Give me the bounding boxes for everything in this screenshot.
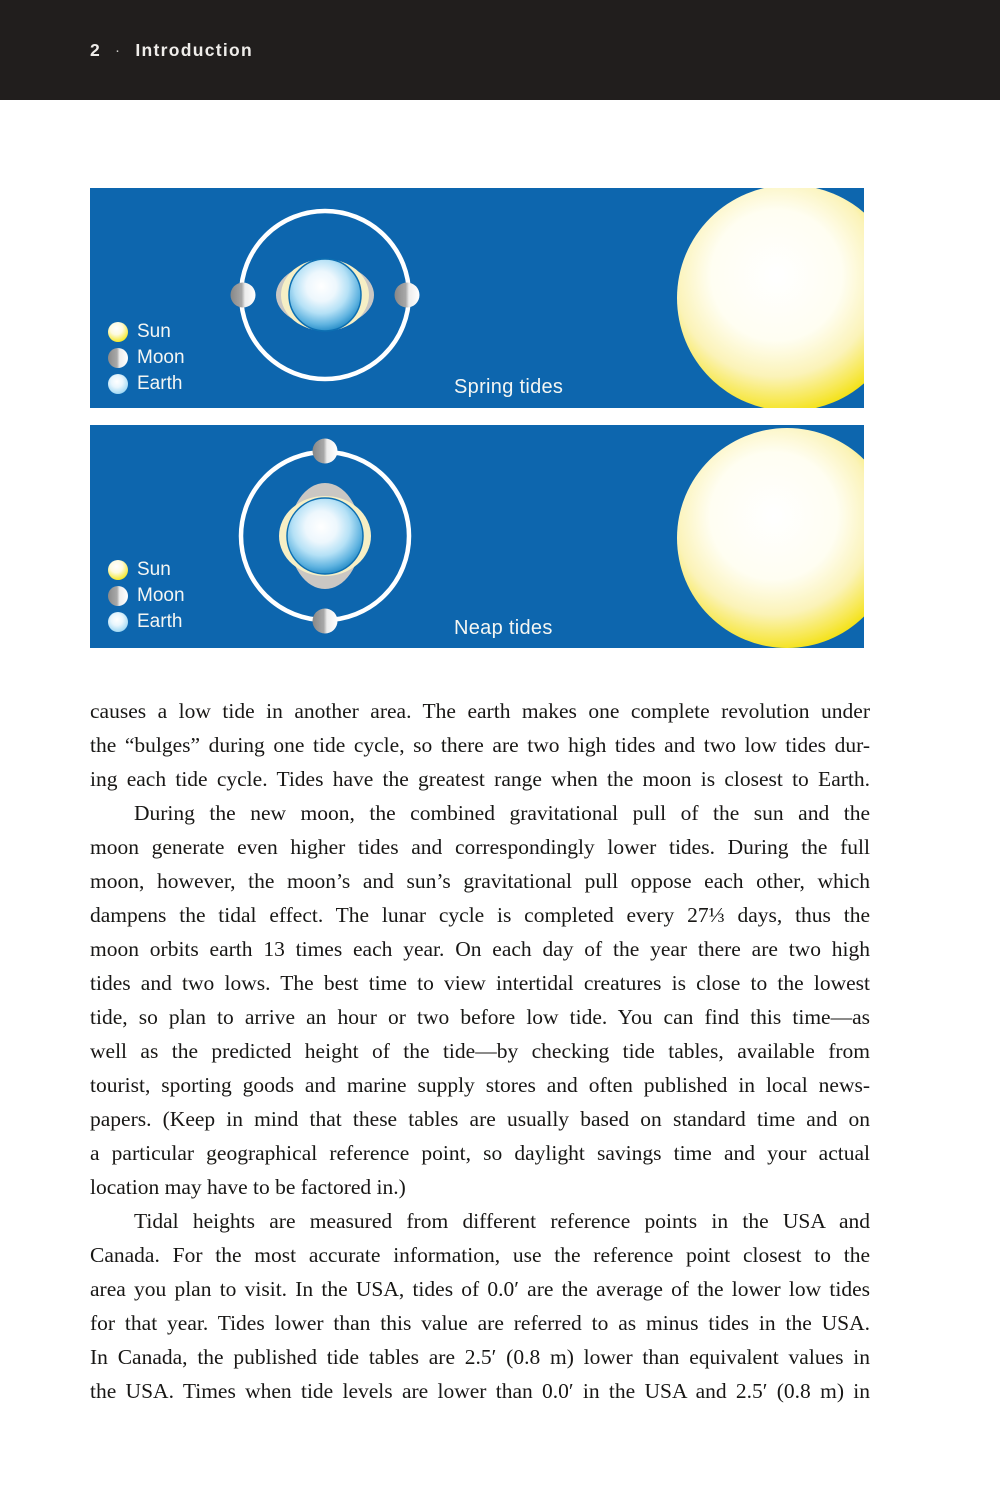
text-line: the USA. Times when tide levels are lower than 0.0′ in the USA and 2.5′ (0.8 m) in bbox=[90, 1379, 870, 1403]
text-line: area you plan to visit. In the USA, tides of 0.0′ are the average of the lower low tides bbox=[90, 1277, 870, 1301]
text-line: papers. (Keep in mind that these tables are usually based on standard time and on bbox=[90, 1107, 870, 1131]
text-line: the “bulges” during one tide cycle, so there are two high tides and two low tides dur- bbox=[90, 733, 870, 757]
legend-row-moon bbox=[108, 348, 185, 368]
separator-dot: · bbox=[115, 41, 122, 59]
text-line: Canada. For the most accurate information, use the reference point closest to the bbox=[90, 1243, 870, 1267]
page-header-bar bbox=[0, 0, 1000, 100]
text-line: moon, however, the moon’s and sun’s gravitational pull oppose each other, which bbox=[90, 869, 870, 893]
text-line: Tidal heights are measured from different reference points in the USA and bbox=[134, 1209, 870, 1233]
legend-label: Earth bbox=[137, 611, 183, 632]
text-line: location may have to be factored in.) bbox=[90, 1175, 406, 1199]
body-text bbox=[90, 694, 870, 1408]
legend-label: Earth bbox=[137, 373, 183, 394]
neap-tides-illustration bbox=[90, 425, 864, 648]
moon-icon bbox=[108, 586, 128, 606]
moon-top bbox=[313, 439, 338, 464]
earth-icon bbox=[108, 612, 128, 632]
legend-row-sun bbox=[108, 322, 185, 342]
moon-icon bbox=[108, 348, 128, 368]
text-line: causes a low tide in another area. The earth makes one complete revolution under bbox=[90, 699, 870, 723]
text-line: moon orbits earth 13 times each year. On each day of the year there are two high bbox=[90, 937, 870, 961]
text-line: tide, so plan to arrive an hour or two before low tide. You can find this time—as bbox=[90, 1005, 870, 1029]
sun-icon bbox=[108, 322, 128, 342]
moon-right bbox=[395, 283, 420, 308]
text-line: During the new moon, the combined gravitational pull of the sun and the bbox=[134, 801, 870, 825]
legend-row-earth bbox=[108, 374, 185, 394]
legend-label: Moon bbox=[137, 585, 185, 606]
diagram-caption: Neap tides bbox=[454, 617, 553, 639]
text-line: well as the predicted height of the tide—by checking tide tables, available from bbox=[90, 1039, 870, 1063]
legend bbox=[108, 322, 185, 394]
moon-bottom bbox=[313, 609, 338, 634]
earth-sphere bbox=[287, 498, 363, 574]
diagram-caption: Spring tides bbox=[454, 376, 564, 398]
sun-icon bbox=[108, 560, 128, 580]
text-line: tides and two lows. The best time to view intertidal creatures is close to the lowest bbox=[90, 971, 870, 995]
legend-row-earth bbox=[108, 612, 185, 632]
spring-tides-illustration bbox=[90, 188, 864, 408]
spring-tides-diagram bbox=[90, 188, 864, 408]
text-line: moon generate even higher tides and correspondingly lower tides. During the full bbox=[90, 835, 870, 859]
page-number: 2 bbox=[90, 39, 102, 60]
earth-icon bbox=[108, 374, 128, 394]
moon-left bbox=[231, 283, 256, 308]
neap-tides-diagram bbox=[90, 425, 864, 648]
earth-sphere bbox=[289, 259, 361, 331]
legend-label: Sun bbox=[137, 321, 171, 342]
text-line: dampens the tidal effect. The lunar cycle is completed every 27⅓ days, thus the bbox=[90, 903, 870, 927]
text-line: a particular geographical reference point, so daylight savings time and your actual bbox=[90, 1141, 870, 1165]
legend-row-moon bbox=[108, 586, 185, 606]
legend-label: Sun bbox=[137, 559, 171, 580]
text-line: In Canada, the published tide tables are 2.5′ (0.8 m) lower than equivalent values in bbox=[90, 1345, 870, 1369]
legend-row-sun bbox=[108, 560, 185, 580]
text-line: tourist, sporting goods and marine supply stores and often published in local news- bbox=[90, 1073, 870, 1097]
text-line: ing each tide cycle. Tides have the greatest range when the moon is closest to Earth. bbox=[90, 767, 870, 791]
legend-label: Moon bbox=[137, 347, 185, 368]
text-line: for that year. Tides lower than this value are referred to as minus tides in the USA. bbox=[90, 1311, 870, 1335]
legend bbox=[108, 560, 185, 632]
running-head bbox=[90, 40, 253, 61]
chapter-title: Introduction bbox=[135, 39, 254, 60]
